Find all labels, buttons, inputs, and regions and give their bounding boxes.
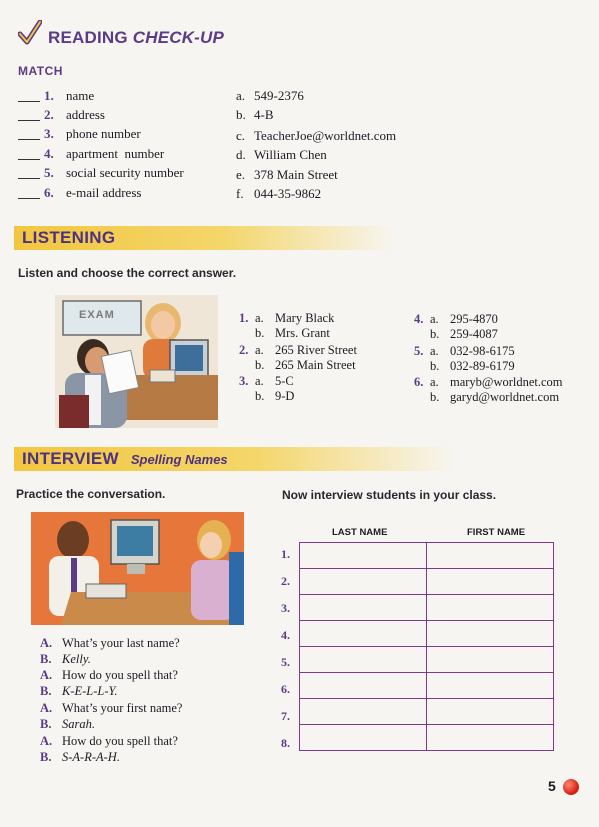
answer-blank[interactable]: [18, 168, 40, 179]
option-b[interactable]: 032-89-6179: [450, 359, 515, 373]
option-letter: a.: [255, 343, 264, 357]
interview-instruction: Now interview students in your class.: [282, 488, 497, 502]
row-number: 6.: [281, 682, 290, 696]
option-b[interactable]: 9-D: [275, 389, 295, 403]
dialogue-text: How do you spell that?: [62, 733, 178, 748]
dialogue-text: Kelly.: [62, 651, 91, 666]
answer-text: 549-2376: [254, 88, 304, 103]
checkmark-icon: [18, 20, 42, 46]
dialogue-text: How do you spell that?: [62, 667, 178, 682]
listening-item-3: [239, 374, 294, 404]
dialogue-line: [40, 716, 95, 732]
item-number: 6.: [414, 375, 424, 389]
match-answer: [236, 185, 321, 203]
listening-item-5: [414, 344, 515, 374]
practice-instruction: Practice the conversation.: [16, 487, 166, 501]
listening-item-4: [414, 312, 498, 342]
match-number: 1.: [44, 88, 54, 103]
match-item: [18, 164, 184, 182]
option-letter: b.: [255, 358, 265, 372]
match-answer: [236, 87, 304, 105]
option-letter: b.: [255, 326, 265, 340]
first-name-cell[interactable]: [427, 595, 554, 621]
match-term: e-mail address: [66, 185, 142, 200]
dialogue-text: What’s your last name?: [62, 635, 180, 650]
option-letter: b.: [430, 390, 440, 404]
dialogue-text: K-E-L-L-Y.: [62, 683, 118, 698]
option-letter: a.: [430, 375, 439, 389]
interview-title: INTERVIEW: [22, 449, 119, 468]
interview-illustration: [31, 512, 244, 625]
answer-letter: d.: [236, 147, 246, 162]
answer-letter: a.: [236, 88, 246, 103]
table-row: [300, 595, 554, 621]
dialogue-line: [40, 683, 117, 699]
answer-letter: e.: [236, 167, 246, 182]
match-term: phone number: [66, 126, 141, 141]
option-letter: a.: [255, 374, 264, 388]
listening-illustration: [55, 295, 218, 428]
match-term: name: [66, 88, 95, 103]
first-name-cell[interactable]: [427, 673, 554, 699]
item-number: 3.: [239, 374, 249, 388]
dialogue-text: Sarah.: [62, 716, 95, 731]
first-name-cell[interactable]: [427, 699, 554, 725]
listening-item-6: [414, 375, 563, 405]
answer-blank[interactable]: [18, 188, 40, 199]
item-number: 1.: [239, 311, 249, 325]
row-number: 8.: [281, 736, 290, 750]
dialogue-line: [40, 733, 178, 749]
last-name-cell[interactable]: [300, 647, 427, 673]
reading-checkup-title: [48, 28, 224, 48]
option-b[interactable]: 265 Main Street: [275, 358, 356, 372]
option-a[interactable]: 032-98-6175: [450, 344, 515, 358]
last-name-cell[interactable]: [300, 621, 427, 647]
reading-title-main: READING: [48, 28, 128, 47]
match-item: [18, 184, 141, 202]
interview-scene-image: [31, 512, 244, 625]
last-name-cell[interactable]: [300, 699, 427, 725]
option-b[interactable]: garyd@worldnet.com: [450, 390, 560, 404]
table-row: [300, 673, 554, 699]
answer-letter: c.: [236, 128, 246, 143]
match-answer: [236, 166, 338, 184]
answer-letter: b.: [236, 107, 246, 122]
match-answer: [236, 146, 327, 164]
speaker-label: A.: [40, 700, 53, 715]
answer-text: William Chen: [254, 147, 327, 162]
option-letter: a.: [430, 344, 439, 358]
speaker-label: A.: [40, 667, 53, 682]
table-row: [300, 621, 554, 647]
first-name-cell[interactable]: [427, 647, 554, 673]
answer-blank[interactable]: [18, 149, 40, 160]
last-name-cell[interactable]: [300, 595, 427, 621]
match-number: 2.: [44, 107, 54, 122]
last-name-cell[interactable]: [300, 569, 427, 595]
item-number: 5.: [414, 344, 424, 358]
first-name-cell[interactable]: [427, 543, 554, 569]
row-number: 5.: [281, 655, 290, 669]
listening-title: LISTENING: [22, 228, 116, 247]
col-header-last-name: LAST NAME: [332, 527, 388, 538]
dialogue-line: [40, 635, 180, 651]
option-letter: b.: [430, 359, 440, 373]
option-a[interactable]: maryb@worldnet.com: [450, 375, 563, 389]
first-name-cell[interactable]: [427, 621, 554, 647]
option-letter: b.: [430, 327, 440, 341]
table-row: [300, 699, 554, 725]
item-number: 2.: [239, 343, 249, 357]
speaker-label: B.: [40, 651, 52, 666]
match-item: [18, 125, 141, 143]
table-row: [300, 569, 554, 595]
dialogue-text: S-A-R-A-H.: [62, 749, 120, 764]
last-name-cell[interactable]: [300, 543, 427, 569]
col-header-first-name: FIRST NAME: [467, 527, 526, 538]
first-name-cell[interactable]: [427, 569, 554, 595]
table-row: [300, 543, 554, 569]
option-a[interactable]: 295-4870: [450, 312, 498, 326]
answer-blank[interactable]: [18, 129, 40, 140]
dialogue-line: [40, 651, 91, 667]
match-term: apartment number: [66, 146, 165, 161]
option-b[interactable]: 259-4087: [450, 327, 498, 341]
dialogue-line: [40, 667, 178, 683]
row-number: 1.: [281, 547, 290, 561]
match-item: [18, 145, 164, 163]
speaker-label: A.: [40, 635, 53, 650]
table-row: [300, 725, 554, 751]
listening-instruction: Listen and choose the correct answer.: [18, 266, 237, 280]
match-number: 3.: [44, 126, 54, 141]
speaker-label: B.: [40, 716, 52, 731]
page-dot-icon: [563, 779, 579, 795]
first-name-cell[interactable]: [427, 725, 554, 751]
option-letter: a.: [255, 311, 264, 325]
page-number: 5: [548, 778, 556, 794]
interview-banner: [14, 447, 454, 471]
reading-title-italic: CHECK-UP: [132, 28, 225, 47]
answer-blank[interactable]: [18, 91, 40, 102]
match-number: 4.: [44, 146, 54, 161]
speaker-label: A.: [40, 733, 53, 748]
row-number: 4.: [281, 628, 290, 642]
interview-name-table: [299, 542, 554, 751]
match-item: [18, 87, 94, 105]
match-term: address: [66, 107, 105, 122]
match-term: social security number: [66, 165, 184, 180]
option-b[interactable]: Mrs. Grant: [275, 326, 330, 340]
speaker-label: B.: [40, 683, 52, 698]
table-row: [300, 647, 554, 673]
match-number: 6.: [44, 185, 54, 200]
row-number: 7.: [281, 709, 290, 723]
answer-text: 378 Main Street: [254, 167, 338, 182]
match-answer: [236, 127, 396, 145]
interview-subtitle: Spelling Names: [130, 451, 228, 467]
answer-blank[interactable]: [18, 110, 40, 121]
listening-item-2: [239, 343, 357, 373]
match-item: [18, 106, 105, 124]
answer-text: 4-B: [254, 107, 274, 122]
listening-banner: [14, 226, 394, 250]
match-number: 5.: [44, 165, 54, 180]
answer-text: 044-35-9862: [254, 186, 322, 201]
listening-item-1: [239, 311, 334, 341]
option-letter: a.: [430, 312, 439, 326]
exam-sign: EXAM: [79, 309, 115, 321]
speaker-label: B.: [40, 749, 52, 764]
match-answer: [236, 106, 274, 124]
match-label: MATCH: [18, 64, 63, 78]
answer-letter: f.: [236, 186, 244, 201]
dialogue-line: [40, 700, 182, 716]
option-a[interactable]: 265 River Street: [275, 343, 357, 357]
dialogue-line: [40, 749, 120, 765]
row-number: 3.: [281, 601, 290, 615]
last-name-cell[interactable]: [300, 673, 427, 699]
row-number: 2.: [281, 574, 290, 588]
answer-text: TeacherJoe@worldnet.com: [254, 128, 397, 143]
option-letter: b.: [255, 389, 265, 403]
dialogue-text: What’s your first name?: [62, 700, 183, 715]
last-name-cell[interactable]: [300, 725, 427, 751]
option-a[interactable]: Mary Black: [275, 311, 335, 325]
option-a[interactable]: 5-C: [275, 374, 294, 388]
item-number: 4.: [414, 312, 424, 326]
